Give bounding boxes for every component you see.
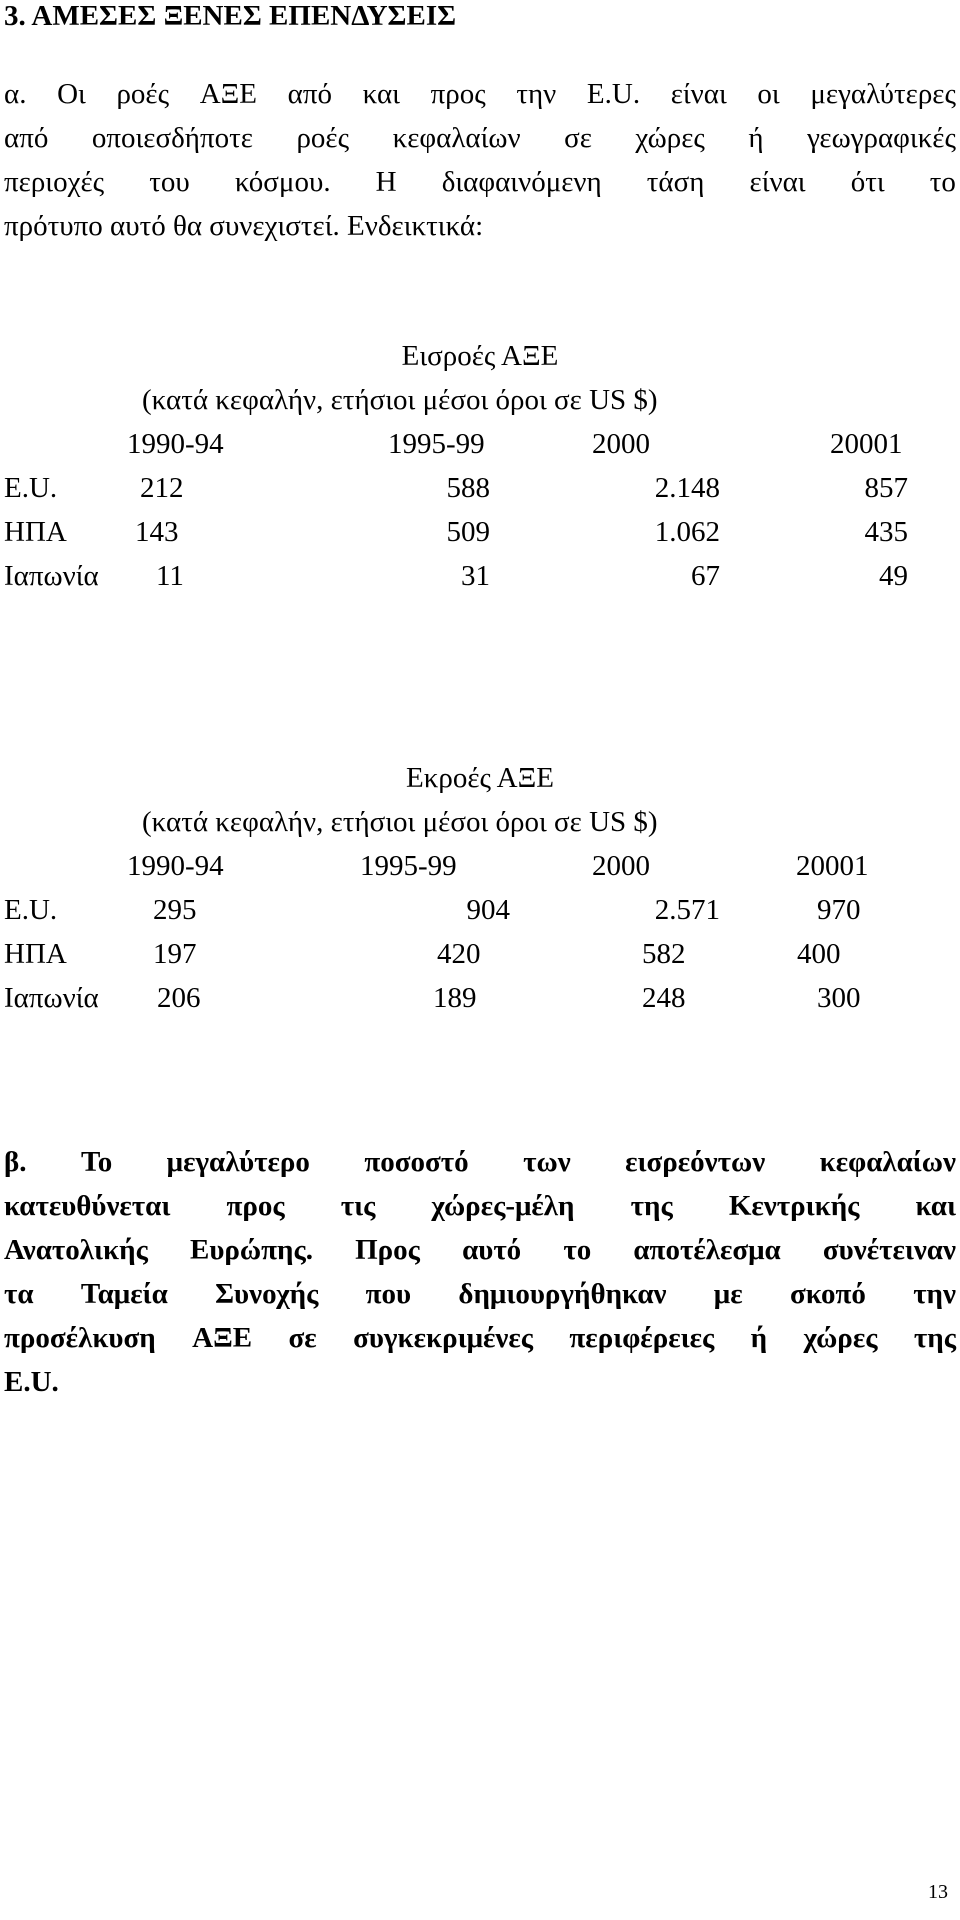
word: ότι (850, 166, 885, 198)
outflows-cell: 206 (157, 982, 201, 1014)
word: Η (375, 166, 397, 198)
word: με (713, 1278, 743, 1310)
outflows-period-4: 20001 (796, 850, 869, 882)
outflows-cell: 295 (153, 894, 197, 926)
word: γεωγραφικές (807, 122, 956, 154)
word: κόσμου. (234, 166, 331, 198)
word: των (523, 1146, 571, 1178)
outflows-subtitle: (κατά κεφαλήν, ετήσιοι μέσοι όροι σε US $) (142, 806, 658, 838)
word: περιοχές (4, 166, 105, 198)
inflows-cell: 49 (879, 560, 908, 592)
word: από (4, 122, 49, 154)
word: το (929, 166, 956, 198)
word: κεφαλαίων (819, 1146, 956, 1178)
word: οποιεσδήποτε (91, 122, 253, 154)
inflows-cell: 1.062 (654, 516, 720, 548)
outflows-period-1: 1990-94 (127, 850, 224, 882)
word: συνέτειναν (822, 1234, 956, 1266)
word: χώρες (635, 122, 705, 154)
outflows-row-label: ΗΠΑ (4, 938, 67, 970)
word: το (563, 1234, 592, 1266)
inflows-cell: 31 (461, 560, 490, 592)
word: είναι (749, 166, 806, 198)
inflows-period-3: 2000 (592, 428, 650, 460)
inflows-cell: 11 (156, 560, 184, 592)
word: αυτό (462, 1234, 522, 1266)
word: την (913, 1278, 956, 1310)
word: ΑΞΕ (192, 1322, 253, 1354)
word: Συνοχής (215, 1278, 319, 1310)
word: χώρες-μέλη (431, 1190, 575, 1222)
inflows-cell: 143 (135, 516, 179, 548)
outflows-title: Εκροές ΑΞΕ (406, 762, 554, 794)
word: Προς (355, 1234, 420, 1266)
word: Ταμεία (80, 1278, 168, 1310)
outflows-cell: 248 (642, 982, 686, 1014)
word: αποτέλεσμα (633, 1234, 781, 1266)
word: δημιουργήθηκαν (458, 1278, 667, 1310)
word: σκοπό (789, 1278, 866, 1310)
word: της (913, 1322, 956, 1354)
inflows-cell: 857 (864, 472, 908, 504)
word: ΑΞΕ (199, 78, 258, 110)
outflows-row-label: Ιαπωνία (4, 982, 99, 1014)
inflows-cell: 67 (691, 560, 720, 592)
word: Το (80, 1146, 113, 1178)
word: Ευρώπης. (190, 1234, 313, 1266)
word: χώρες (803, 1322, 878, 1354)
word: διαφαινόμενη (441, 166, 602, 198)
para-a-line-1 (4, 74, 956, 114)
word: ή (750, 1322, 768, 1354)
para-b-line-2 (4, 1186, 956, 1226)
word: Ανατολικής (4, 1234, 148, 1266)
word: τα (4, 1278, 34, 1310)
word: Κεντρικής (728, 1190, 860, 1222)
word: την (516, 78, 557, 110)
word: μεγαλύτερο (166, 1146, 310, 1178)
word: που (365, 1278, 412, 1310)
outflows-cell: 904 (466, 894, 510, 926)
inflows-cell: 588 (446, 472, 490, 504)
word: είναι (670, 78, 727, 110)
inflows-row-label: Ιαπωνία (4, 560, 99, 592)
outflows-cell: 197 (153, 938, 197, 970)
para-b-line-5 (4, 1318, 956, 1358)
word: ροές (296, 122, 350, 154)
word: μεγαλύτερες (810, 78, 956, 110)
word: προς (226, 1190, 285, 1222)
inflows-cell: 2.148 (654, 472, 720, 504)
word: προσέλκυση (4, 1322, 156, 1354)
outflows-cell: 582 (642, 938, 686, 970)
word: εισρεόντων (625, 1146, 766, 1178)
word: τάση (646, 166, 705, 198)
word: α. (4, 78, 27, 110)
word: του (149, 166, 190, 198)
outflows-period-3: 2000 (592, 850, 650, 882)
word: περιφέρειες (569, 1322, 715, 1354)
inflows-cell: 212 (140, 472, 184, 504)
inflows-cell: 509 (446, 516, 490, 548)
word: σε (288, 1322, 317, 1354)
outflows-cell: 970 (817, 894, 861, 926)
inflows-row-label: E.U. (4, 472, 58, 504)
outflows-cell: 300 (817, 982, 861, 1014)
outflows-period-2: 1995-99 (360, 850, 457, 882)
inflows-subtitle: (κατά κεφαλήν, ετήσιοι μέσοι όροι σε US $) (142, 384, 658, 416)
word: ποσοστό (364, 1146, 469, 1178)
word: και (915, 1190, 956, 1222)
outflows-cell: 400 (797, 938, 841, 970)
section-heading: 3. ΑΜΕΣΕΣ ΞΕΝΕΣ ΕΠΕΝΔΥΣΕΙΣ (4, 0, 457, 32)
word: της (630, 1190, 673, 1222)
word: και (362, 78, 400, 110)
word: τις (340, 1190, 376, 1222)
word: Οι (57, 78, 86, 110)
para-b-line-4 (4, 1274, 956, 1314)
inflows-period-2: 1995-99 (388, 428, 485, 460)
word: ή (748, 122, 764, 154)
page-number: 13 (928, 1881, 948, 1903)
inflows-period-4: 20001 (830, 428, 903, 460)
word: οι (757, 78, 780, 110)
para-a-line-3 (4, 162, 956, 202)
word: προς (430, 78, 486, 110)
outflows-cell: 189 (433, 982, 477, 1014)
word: E.U. (586, 78, 641, 110)
para-b-line-6: E.U. (4, 1366, 59, 1398)
inflows-title: Εισροές ΑΞΕ (401, 340, 559, 372)
outflows-cell: 420 (437, 938, 481, 970)
para-b-line-1 (4, 1142, 956, 1182)
word: από (287, 78, 332, 110)
inflows-period-1: 1990-94 (127, 428, 224, 460)
para-a-line-2 (4, 118, 956, 158)
word: β. (4, 1146, 27, 1178)
para-b-line-3 (4, 1230, 956, 1270)
word: κεφαλαίων (392, 122, 521, 154)
word: ροές (116, 78, 170, 110)
word: σε (564, 122, 592, 154)
word: συγκεκριμένες (353, 1322, 533, 1354)
outflows-row-label: E.U. (4, 894, 58, 926)
inflows-row-label: ΗΠΑ (4, 516, 67, 548)
inflows-cell: 435 (864, 516, 908, 548)
outflows-cell: 2.571 (654, 894, 720, 926)
word: κατευθύνεται (4, 1190, 171, 1222)
para-a-line-4: πρότυπο αυτό θα συνεχιστεί. Ενδεικτικά: (4, 210, 484, 242)
